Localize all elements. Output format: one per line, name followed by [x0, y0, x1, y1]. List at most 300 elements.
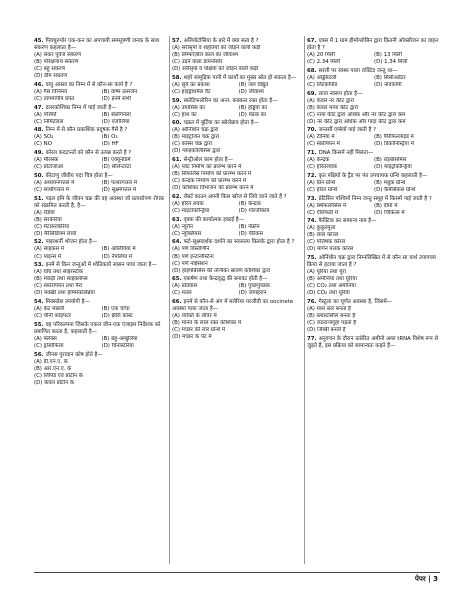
answer-option: (D) मार्गेन पत्तक कोरल: [307, 246, 354, 253]
question-stem: ओर्निथीन चक्र द्वारा निम्नलिखित में से कौन सा यार्थ उपापचय क्रिया से हटाया जाता है ?: [307, 255, 436, 269]
question-number: 65.: [172, 276, 182, 283]
answer-option: (A) सकर पूर्वज संकरण: [34, 52, 81, 59]
answer-option: (A) ओर्ड्डेसेटली: [307, 74, 337, 81]
question-item: [172, 239, 303, 274]
question-number: 67.: [307, 38, 317, 44]
question-stem: फैक्टिक का सामान्य नाम है—: [318, 218, 377, 225]
question-stem: पिक्चुरुपोर एक-कन का अपचायी समसूत्रणी जनक के साथ संकरण कहलाता है—: [34, 38, 160, 52]
answer-option: (D) इनमें सभी: [101, 95, 131, 102]
answer-option: (C) पत्तिषक कोरल: [307, 239, 346, 246]
question-item: [34, 239, 167, 260]
question-number: 74.: [307, 218, 317, 225]
question-text: [34, 239, 167, 246]
page-footer: [0, 572, 464, 586]
question-stem: कृत पक्षियों के ट्रैंड पर पंत उपचायक ग्रन्थि कहलाती है—: [318, 172, 428, 179]
options-list: [34, 359, 167, 387]
column-divider: [304, 36, 305, 564]
question-text: [34, 150, 167, 157]
answer-option: (C) माइटोकॉन्ड्रिया: [172, 208, 210, 215]
question-item: [307, 68, 439, 89]
question-item: [172, 75, 303, 96]
question-text: [34, 262, 167, 269]
answer-option: (A) प्रिन ग्रन्थि: [307, 179, 336, 186]
question-stem: चक्रत में बूर्टिया का खोलेन्नाय होता है—: [183, 120, 259, 127]
answer-option: (B) मानव के लाल रक्त कोशिका में: [172, 320, 242, 327]
answer-option: (A) हरित लवक: [172, 201, 204, 207]
question-item: [307, 150, 439, 171]
question-number: 59.: [172, 97, 182, 104]
answer-option: (B) मधुक ग्रन्थि: [374, 179, 406, 186]
question-text: [307, 255, 439, 269]
question-item: [307, 91, 439, 126]
answer-option: (A) केन्द्रक: [307, 157, 330, 164]
question-item: [172, 299, 303, 341]
answer-option: (C) कोस्स चक्र द्वारा: [172, 141, 213, 148]
answer-option: (D) जीवाश्म: [238, 88, 264, 95]
answer-option: (A) गैस विनिमय: [34, 88, 68, 95]
question-number: 62.: [172, 193, 182, 200]
answer-option: (D) कैमेसिकस ग्रन्थि: [374, 186, 416, 193]
question-stem: रॉबर्ट काउन अपनी किस खोज से लिये जाने जाते हैं ?: [183, 193, 287, 200]
question-item: [34, 127, 167, 148]
answer-option: (D) नर कीट द्वारा अधिक और गादा कीट द्वारा कम: [307, 118, 406, 125]
options-list: [172, 313, 303, 341]
question-number: 50.: [34, 172, 44, 179]
answer-option: (D) 1.34 मिली: [374, 59, 408, 66]
answer-option: (B) एक्यूनोडर्म: [101, 157, 131, 164]
question-stem: सरली पर स्वस्थ पाला राक्टिंड जन्तु था—: [318, 67, 398, 74]
options-list: [307, 75, 439, 89]
question-number: 76.: [307, 298, 317, 305]
answer-option: (A) उपासिस का: [172, 104, 205, 111]
answer-option: (D) जापहरान: [238, 290, 267, 297]
question-text: [307, 91, 439, 98]
answer-option: (B) लाल कोरल: [307, 232, 339, 239]
answer-option: (B) पत्थरगत्तल में: [101, 179, 137, 186]
question-stem: सेन्ट्रीओल काम होता है—: [183, 157, 234, 164]
options-list: [34, 210, 167, 238]
question-item: [172, 157, 303, 192]
question-number: 66.: [172, 298, 182, 305]
options-list: [34, 89, 167, 103]
answer-option: (B) अमोनिया तथा यूरिया: [307, 276, 357, 283]
footer-rule: [34, 572, 440, 573]
question-stem: गैस्टूला का चूर्णत अवस्था है, जिसमें—: [318, 298, 393, 305]
question-text: [307, 336, 439, 350]
question-number: 55.: [34, 321, 44, 328]
question-number: 52.: [34, 239, 44, 246]
options-list: [307, 225, 439, 253]
question-item: [172, 38, 303, 73]
options-list: [34, 112, 167, 126]
options-list: [172, 127, 303, 155]
answer-option: (D) मैरेसिडियम लार्वा: [34, 230, 77, 237]
question-item: [172, 98, 303, 119]
question-text: [307, 38, 439, 52]
question-stem: इनमें से किन जन्तुओं में श्वेतिकायें स्वसन पाया जाता है—: [45, 262, 157, 269]
question-item: [34, 82, 167, 103]
options-list: [172, 283, 303, 297]
answer-option: (A) प्लेट निर्माण को प्रारम्भ करने में: [172, 164, 242, 171]
question-text: [172, 157, 303, 164]
answer-option: (D) सीलेन्टरेटा: [101, 164, 131, 171]
answer-option: (A) SO₂: [34, 134, 54, 141]
answer-option: (A) न्यूरॉन: [172, 223, 193, 230]
options-list: [172, 201, 303, 215]
answer-option: (B) मकड़ी तथा साइक्लोप्स: [34, 276, 88, 283]
question-item: [307, 299, 439, 334]
question-stem: प्रेटिसिन पश्चिमों निम्न जन्तु समूह में किसमें पाई जाती है ?: [318, 195, 432, 202]
answer-option: (C) चीनी कोड़पटर: [34, 313, 72, 320]
question-stem: वायु आस्रव का निम्न में से कौन-सा कार्य है ?: [45, 81, 133, 88]
answer-option: (C) पर्ण नाईसेशन: [172, 260, 208, 267]
answer-option: (B) नेफ्रॉन: [238, 223, 260, 230]
question-stem: वृक्क की कार्यात्मक इकाई है—: [183, 216, 245, 223]
answer-option: (D) डिकोनिस्ट्रिया में: [374, 141, 414, 148]
answer-option: (C) न्यूक्लियस: [172, 230, 202, 237]
answer-option: (A) कुकुरमुत्ता: [307, 225, 336, 232]
answer-option: (D) चिनोस्टेरिया: [101, 342, 134, 349]
question-item: [307, 127, 439, 148]
options-list: [172, 82, 303, 96]
question-item: [307, 255, 439, 297]
answer-option: (A) सरीसृपों व शहतियों को जोड़ने वाली कड़ी: [172, 45, 261, 52]
answer-option: (C) मतल: [172, 290, 192, 297]
answer-option: (A) 20 मिली: [307, 52, 335, 59]
question-item: [34, 173, 167, 194]
options-list: [307, 269, 439, 297]
answer-option: (A) मध्य स्तर बनता है: [307, 306, 351, 313]
question-text: [34, 82, 167, 89]
answer-option: (A) यूरिया तथा यूरा: [307, 269, 346, 276]
options-list: [34, 269, 167, 297]
question-text: [172, 38, 303, 45]
question-text: [172, 98, 303, 105]
question-stem: जन्तर्सी एम्बेयाँ पाई जाती है ?: [318, 127, 376, 134]
answer-option: (C) बहु संकरण: [34, 66, 66, 73]
answer-option: (B) माइट्रोजन चक्र द्वारा: [172, 134, 220, 141]
question-text: [172, 120, 303, 127]
answer-option: (B) पुच्छपुच्छक: [238, 283, 270, 290]
question-number: 58.: [172, 74, 182, 81]
column-2: [172, 38, 303, 343]
answer-option: (A) साइकस में: [34, 246, 65, 253]
question-item: [172, 276, 303, 297]
question-text: [34, 105, 167, 112]
question-item: [172, 194, 303, 215]
question-number: 49.: [34, 150, 44, 157]
answer-option: (D) सरीसृपों व पक्षियों को जोड़ने वाली कड़ी: [172, 66, 259, 73]
answer-option: (B) ब्लास्टोसील बनता है: [307, 313, 356, 320]
question-number: 72.: [307, 172, 317, 179]
answer-option: (C) साथीगत्तल में: [34, 186, 69, 193]
column-1: [34, 38, 167, 388]
answer-option: (D) केवल प्रोटीन के: [34, 379, 74, 386]
question-number: 64.: [172, 239, 182, 246]
question-stem: लावा स्वरूप होता है—: [318, 90, 363, 97]
answer-option: (C) उड़ने वाला डायनोसोर: [172, 59, 223, 66]
answer-option: (D) माइट्रोकॉन्ड्रिया: [374, 164, 412, 171]
question-item: [307, 38, 439, 66]
options-list: [34, 336, 167, 350]
question-text: [307, 127, 439, 134]
question-text: [307, 196, 439, 203]
question-text: [34, 322, 167, 336]
answer-option: (A) टीनिया में: [307, 134, 335, 141]
question-stem: जीनस पुरावान कोष होते है—: [45, 351, 103, 358]
answer-option: (C) मच्छर की लार ग्रन्थि में: [172, 327, 226, 334]
options-list: [34, 52, 167, 80]
question-stem: मिक्सडेस उपयोगी है—: [45, 298, 90, 305]
options-list: [172, 105, 303, 119]
answer-option: (C) स्कोरपियन तथा पैंरा: [34, 283, 83, 290]
answer-option: (D) डीम संकरण: [34, 73, 68, 80]
answer-option: (D) सूक्ष्मगत्तल में: [101, 186, 137, 193]
question-text: [34, 352, 167, 359]
question-text: [307, 299, 439, 306]
question-number: 46.: [34, 81, 44, 88]
answer-option: (A) फ्लेक्स: [34, 335, 57, 342]
question-number: 77.: [307, 335, 317, 342]
answer-option: (B) बहु-अम्बुलिया: [101, 335, 138, 342]
answer-option: (A) केवल नर कीट द्वारा: [307, 97, 355, 104]
question-text: [172, 217, 303, 224]
question-number: 48.: [34, 127, 44, 134]
question-stem: फ्टो-सूक्ष्मदर्शक दर्शाने का सरलतम किसके द्वारा होता है ?: [183, 239, 295, 246]
question-item: [34, 322, 167, 350]
question-stem: पढ़ल इमि के जीवन चक्र की वह अवस्था जो प्रत्यारोपण रोगक को संक्रमित करती है, है—: [34, 195, 165, 209]
question-number: 70.: [307, 127, 317, 134]
question-stem: पाइरशर्नी भोजन होता है—: [45, 239, 98, 246]
answer-option: (C) जठरान्त्रगुहा पड़ता है: [307, 320, 357, 327]
answer-option: (C) हरितलवक: [307, 164, 338, 171]
question-item: [34, 150, 167, 171]
options-list: [34, 180, 167, 194]
answer-option: (A) व्यक्ति के लीवर में: [172, 313, 217, 320]
question-number: 53.: [34, 262, 44, 269]
answer-option: (B) राइबोसोमेस: [374, 157, 407, 164]
question-text: [34, 299, 167, 306]
answer-option: (A) डी.एन.ए. के: [34, 358, 68, 365]
question-number: 51.: [34, 195, 44, 202]
options-list: [34, 306, 167, 320]
answer-option: (D) HF: [101, 141, 119, 148]
answer-option: (B) सिफलिस निर्माण को प्रारम्भ करने में: [172, 171, 252, 178]
answer-option: (B) ओलिविया में: [101, 246, 136, 253]
answer-option: (D) मक्खी तथा हमिमकलिन्नया: [34, 290, 95, 297]
question-text: [172, 299, 303, 313]
question-stem: एकर्षण तथा केन्द्रवृद्ध की बनावट होती है—: [183, 276, 268, 283]
question-stem: शहरे सामुद्रिक पानी में कार्यों का मुख्य स्रोत हो सकता है—: [183, 74, 297, 81]
answer-option: (A) पर्ण विस्तीर्णीन: [172, 246, 210, 253]
question-stem: इनमें से कौन-से अंग में मलेरिया परजीवी का oocinete अवस्था पाया जाता है—: [172, 298, 294, 313]
question-text: [172, 75, 303, 82]
question-text: [307, 218, 439, 225]
options-list: [307, 306, 439, 334]
question-item: [307, 196, 439, 217]
question-item: [307, 218, 439, 253]
question-item: [34, 262, 167, 297]
answer-option: (A) पत्तियाँ: [34, 111, 57, 118]
question-item: [34, 352, 167, 387]
options-list: [172, 246, 303, 274]
options-list: [307, 157, 439, 171]
answer-option: (B) सिसीअर्डंटर: [374, 74, 406, 81]
question-text: [34, 127, 167, 134]
answer-option: (D) झीरी कोस्ट: [101, 313, 133, 320]
answer-option: (B) एक चोंचा: [101, 306, 130, 313]
answer-option: (D) कोशिका विभाजन को प्रारम्भ करने में: [172, 185, 254, 192]
answer-option: (B) जल विद्युत: [238, 81, 269, 88]
answer-option: (B) लिम्फोज़ोल काल का जीवाश्म: [172, 52, 239, 59]
question-text: [34, 173, 167, 180]
question-text: [172, 239, 303, 246]
question-number: 54.: [34, 298, 44, 305]
answer-option: (D) हाइपोबेसिस की तन्त्रिका स्रावण कोशिका द्वारा: [172, 267, 271, 274]
answer-option: (C) प्रोटोजोआ: [34, 164, 64, 171]
answer-option: (C) हाइड्रोथर्मल वैंट: [172, 88, 211, 95]
question-stem: एक्स में 1 ग्राम हीमोग्लोबिन द्वारा कितनी ऑक्सीजन का वाहन होता है ?: [307, 38, 439, 52]
question-number: 73.: [307, 195, 317, 202]
question-stem: अलियोटोसिया के बारे में क्या सत्य है ?: [183, 38, 259, 44]
answer-option: (A) स्थिफलोसिस में: [307, 202, 347, 209]
answer-option: (C) तापमापीय प्रपत: [34, 95, 75, 102]
answer-option: (B) आर.एन.ए. के: [34, 365, 72, 372]
answer-option: (C) नाया कीट द्वारा अधिक और नर कीट द्वारा कम: [307, 111, 406, 118]
question-item: [307, 336, 439, 350]
question-number: 56.: [34, 351, 44, 358]
question-item: [172, 120, 303, 155]
options-list: [34, 157, 167, 171]
options-list: [172, 45, 303, 73]
options-list: [307, 203, 439, 217]
answer-option: (A) मौलस्क: [34, 157, 59, 164]
question-text: [307, 68, 439, 75]
options-list: [307, 180, 439, 194]
answer-option: (B) दीमों में: [374, 202, 398, 209]
question-stem: निम्न में से कौन प्रकाशिक प्रदूषक गैसें है ?: [45, 127, 128, 134]
answer-option: (B) परिक्षणार्थ संकरण: [34, 59, 79, 66]
answer-option: (B) हड्डियों का: [238, 104, 268, 111]
question-stem: कोरल कदटान्तों को कौन से उत्पन्न करते है ?: [45, 150, 132, 157]
answer-option: (D) गोल्जीकाय: [238, 208, 270, 215]
question-number: 69.: [307, 90, 317, 97]
question-stem: दलरकोशिका निम्न में पाई जाती है—: [45, 104, 117, 111]
answer-option: (C) पाइन्स में: [34, 253, 62, 260]
answer-option: (B) O₃: [101, 134, 118, 141]
answer-option: (C) मेटासरकेरिया: [34, 223, 70, 230]
answer-option: (D) नैपलिया में: [101, 253, 133, 260]
answer-option: (D) CO₂ तथा यूरिया: [307, 290, 350, 297]
answer-option: (A) घोंघ तथा साइरस्टॉक: [34, 269, 83, 276]
options-list: [34, 246, 167, 260]
question-stem: कीटाणु जीवीय यदा चित्र होता है—: [45, 172, 113, 179]
answer-option: (C) ऐलिफडी में: [307, 209, 339, 216]
question-item: [34, 299, 167, 320]
question-number: 71.: [307, 150, 317, 157]
answer-option: (D) जिब्बी बनती है: [307, 327, 346, 334]
answer-option: (C) स्कोपियन में: [307, 141, 340, 148]
options-list: [34, 134, 167, 148]
question-number: 63.: [172, 216, 182, 223]
column-3: [307, 38, 439, 352]
question-number: 57.: [172, 38, 182, 44]
answer-option: (A) ओर्निथिन चक्र द्वारा: [172, 127, 219, 134]
question-item: [34, 105, 167, 126]
options-list: [307, 98, 439, 126]
question-stem: अनुवचन के दौरान उत्प्रेरित अमीनो अम्ल tRNA विशेष रूप से जुड़ते हैं, इस प्रक्रिया को सामान्यतः कहते हैं—: [307, 335, 439, 349]
answer-option: (D) मेंढक का: [238, 111, 267, 118]
answer-option: (C) NO: [34, 141, 52, 148]
question-number: 45.: [34, 38, 44, 44]
answer-option: (C) हाथ का: [172, 111, 197, 118]
answer-option: (D) मच्छर के पेट में: [172, 334, 212, 341]
answer-option: (C) केन्द्रक निर्माण को प्रारम्भ करने में: [172, 178, 247, 185]
answer-option: (C) CO₂ तथा अमोनिया: [307, 283, 356, 290]
question-item: [34, 196, 167, 238]
answer-option: (B) पर्ण इन्टानोस्टिना: [172, 253, 214, 260]
question-text: [307, 150, 439, 157]
question-text: [34, 38, 167, 52]
answer-option: (D) नोवकोमी: [374, 81, 402, 88]
question-text: [172, 194, 303, 201]
answer-option: (B) 13 मिली: [374, 52, 402, 59]
question-text: [172, 276, 303, 283]
question-stem: स्कोटिफलोरिन का अन्त: कक्कल रक्त होता है—: [183, 97, 278, 104]
question-stem: DNA किसमें नहीं मिलता—: [318, 150, 374, 157]
answer-option: (B) सरकेरिया: [34, 216, 62, 223]
question-text: [307, 173, 439, 180]
question-stem: वह परिकल्पना जिसके एकल जीन-एक एंजाइम निर्देशक को प्रमाणित करता है, कहलाती है—: [34, 321, 161, 335]
answer-option: (A) केट मछली: [34, 306, 65, 313]
answer-option: (A) प्रतिवास: [172, 283, 198, 290]
question-item: [307, 173, 439, 194]
column-divider: [169, 36, 170, 564]
answer-option: (C) हरित ग्रन्थि: [307, 186, 338, 193]
answer-option: (B) सेलगिनेला: [101, 111, 131, 118]
question-item: [172, 217, 303, 238]
answer-option: (D) एजोलिया: [101, 118, 130, 125]
answer-option: (D) चिकित्स में: [374, 209, 405, 216]
question-text: [34, 196, 167, 210]
options-list: [172, 164, 303, 192]
answer-option: (B) केन्द्रक: [238, 201, 261, 207]
answer-option: (B) वाष्प उत्सर्जन: [101, 88, 138, 95]
answer-option: (C) ड्रोसोफिला: [34, 342, 64, 349]
question-number: 68.: [307, 67, 317, 74]
options-list: [307, 134, 439, 148]
question-number: 61.: [172, 157, 182, 164]
question-number: 60.: [172, 120, 182, 127]
question-number: 75.: [307, 255, 317, 262]
question-item: [34, 38, 167, 80]
page-number: पेपर | 3: [414, 575, 438, 583]
answer-option: (D) पेरिकस: [238, 230, 264, 237]
answer-option: (D) ग्लाइकोलिसिस द्वारा: [172, 148, 221, 155]
answer-option: (B) पैरिफिल्लाइड में: [374, 134, 414, 141]
answer-option: (C) 2.34 मिली: [307, 59, 341, 66]
answer-option: (A) अध्ययनगत्तल में: [34, 179, 75, 186]
answer-option: (A) रेडिया: [34, 209, 55, 216]
answer-option: (C) लिटकोपॉड: [307, 81, 338, 88]
options-list: [172, 224, 303, 238]
options-list: [307, 52, 439, 66]
question-number: 47.: [34, 104, 44, 111]
answer-option: (A) सूर्य का प्रकाश: [172, 81, 210, 88]
answer-option: (C) लिपिड एवं प्रोटीन के: [34, 372, 83, 379]
answer-option: (C) निमिटोडस: [34, 118, 64, 125]
answer-option: (B) केवल माया कीट द्वारा: [307, 104, 359, 111]
